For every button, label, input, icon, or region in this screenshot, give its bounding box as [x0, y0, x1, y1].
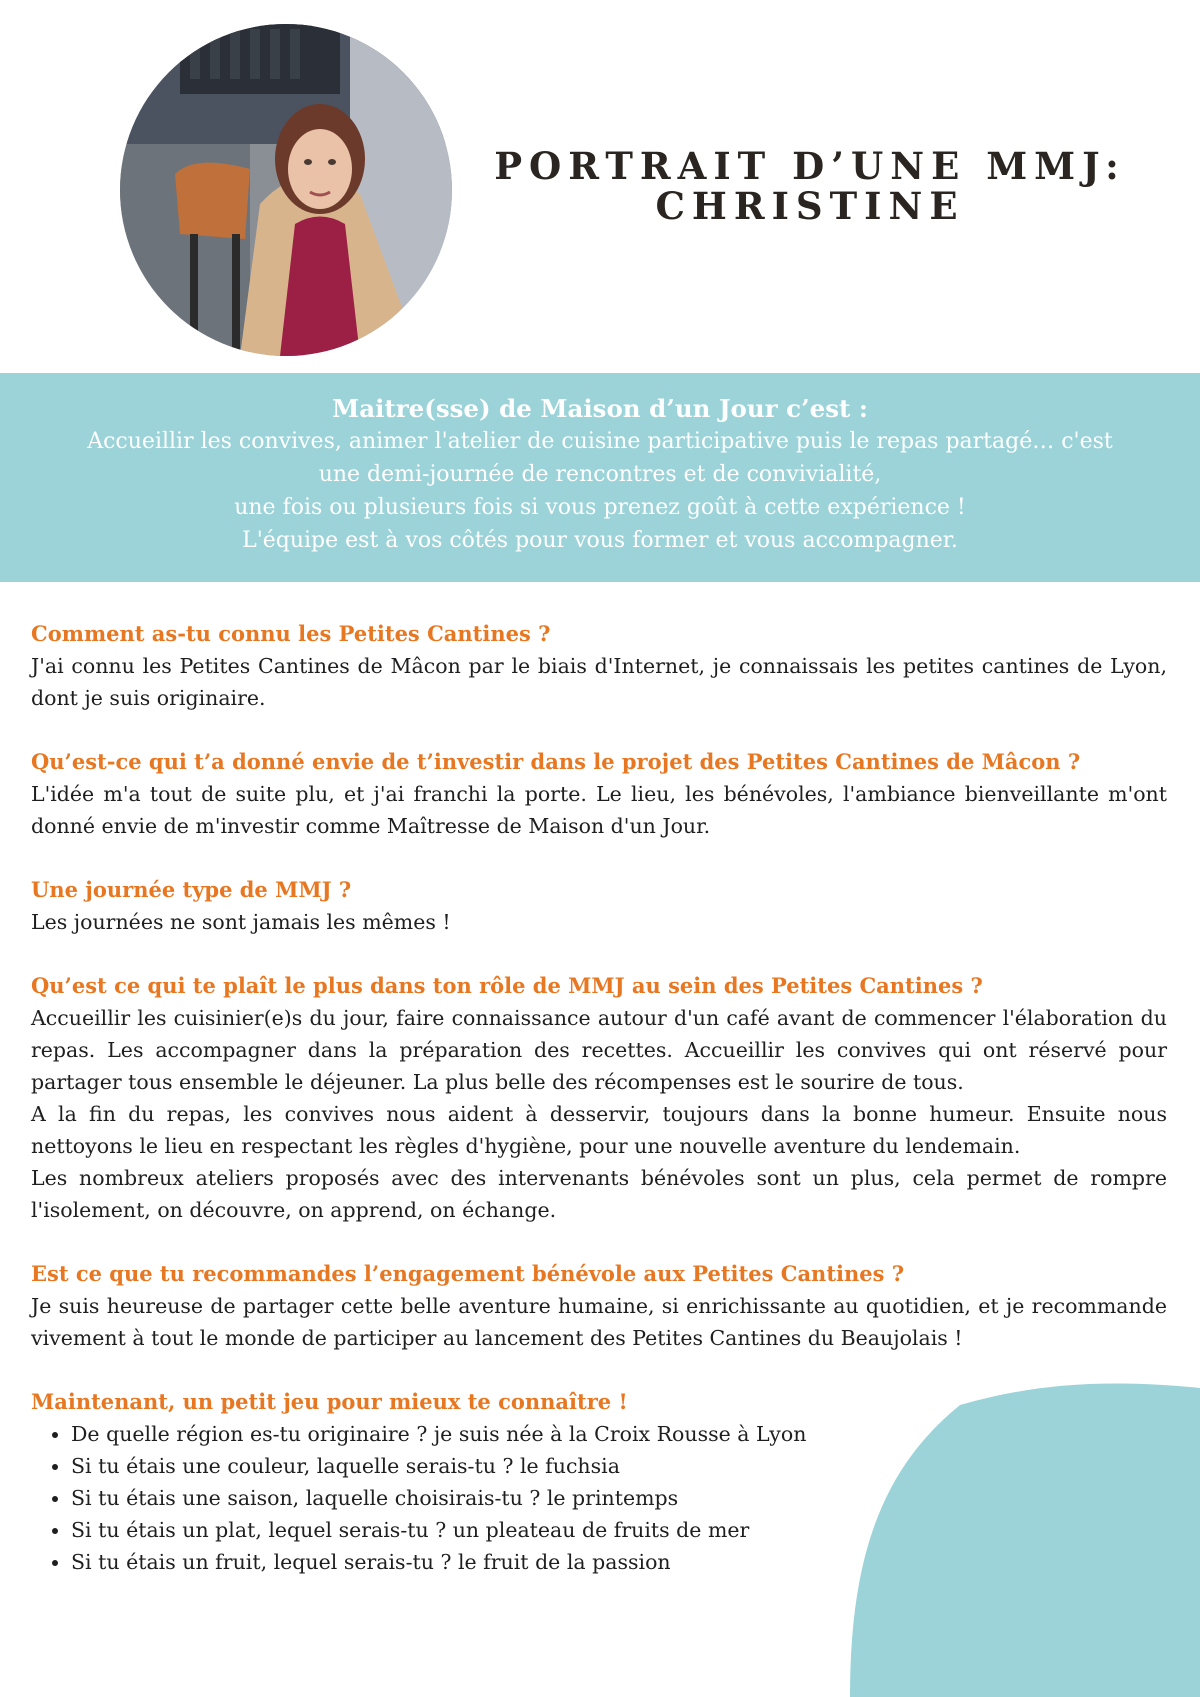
- answer-paragraph: Les nombreux ateliers proposés avec des intervenants bénévoles sont un plus, cela permet de rompre l'isolement, on découvre, on apprend, on échange.: [31, 1166, 1167, 1222]
- band-line: Accueillir les convives, animer l'atelier de cuisine participative puis le repas partagé… c'est: [87, 429, 1113, 454]
- band-heading: Maitre(sse) de Maison d’un Jour c’est :: [332, 394, 868, 423]
- answer-paragraph: Je suis heureuse de partager cette belle aventure humaine, si enrichissante au quotidien, et je recommande vivement à tout le monde de participer au lancement des Petites Cantines du Beaujolais !: [31, 1294, 1167, 1350]
- info-band: [0, 373, 1200, 582]
- page-title: [470, 146, 1150, 226]
- title-line-1: PORTRAIT D’UNE MMJ:: [494, 144, 1126, 188]
- question-heading: Qu’est ce qui te plaît le plus dans ton rôle de MMJ au sein des Petites Cantines ?: [31, 973, 983, 998]
- answer-paragraph: L'idée m'a tout de suite plu, et j'ai franchi la porte. Le lieu, les bénévoles, l'ambiance bienveillante m'ont donné envie de m'investir comme Maîtresse de Maison d'un Jour.: [31, 782, 1167, 838]
- band-line: une demi-journée de rencontres et de convivialité,: [318, 462, 882, 487]
- game-list: [31, 1418, 1167, 1578]
- band-line: L'équipe est à vos côtés pour vous former et vous accompagner.: [242, 528, 958, 553]
- question-heading: Une journée type de MMJ ?: [31, 877, 352, 902]
- answer-paragraph: Accueillir les cuisinier(e)s du jour, faire connaissance autour d'un café avant de commencer l'élaboration du repas. Les accompagner dans la préparation des recettes. Accueillir les convives qui ont réservé pour partager tous ensemble le déjeuner. La plus belle des récompenses est le sourire de tous.: [31, 1006, 1167, 1094]
- question-heading: Qu’est-ce qui t’a donné envie de t’investir dans le projet des Petites Cantines de Mâcon ?: [31, 749, 1081, 774]
- question-heading: Est ce que tu recommandes l’engagement bénévole aux Petites Cantines ?: [31, 1261, 905, 1286]
- answer-paragraph: Les journées ne sont jamais les mêmes !: [31, 910, 451, 934]
- list-item: • Si tu étais un plat, lequel serais-tu ? un pleateau de fruits de mer: [71, 1514, 1167, 1546]
- list-item: • De quelle région es-tu originaire ? je suis née à la Croix Rousse à Lyon: [71, 1418, 1167, 1450]
- answer-paragraph: A la fin du repas, les convives nous aident à desservir, toujours dans la bonne humeur. Ensuite nous nettoyons le lieu en respectant les règles d'hygiène, pour une nouvelle aventure du lendemain.: [31, 1102, 1167, 1158]
- list-item: • Si tu étais un fruit, lequel serais-tu ? le fruit de la passion: [71, 1546, 1167, 1578]
- game-heading: Maintenant, un petit jeu pour mieux te connaître !: [31, 1389, 628, 1414]
- list-item: • Si tu étais une couleur, laquelle serais-tu ? le fuchsia: [71, 1450, 1167, 1482]
- answer-paragraph: J'ai connu les Petites Cantines de Mâcon par le biais d'Internet, je connaissais les petites cantines de Lyon, dont je suis originaire.: [31, 654, 1167, 710]
- list-item: • Si tu étais une saison, laquelle choisirais-tu ? le printemps: [71, 1482, 1167, 1514]
- portrait-photo: [120, 24, 452, 356]
- interview-content: [31, 618, 1167, 1578]
- question-heading: Comment as-tu connu les Petites Cantines ?: [31, 621, 551, 646]
- title-line-2: CHRISTINE: [655, 184, 965, 228]
- band-line: une fois ou plusieurs fois si vous prenez goût à cette expérience !: [234, 495, 966, 520]
